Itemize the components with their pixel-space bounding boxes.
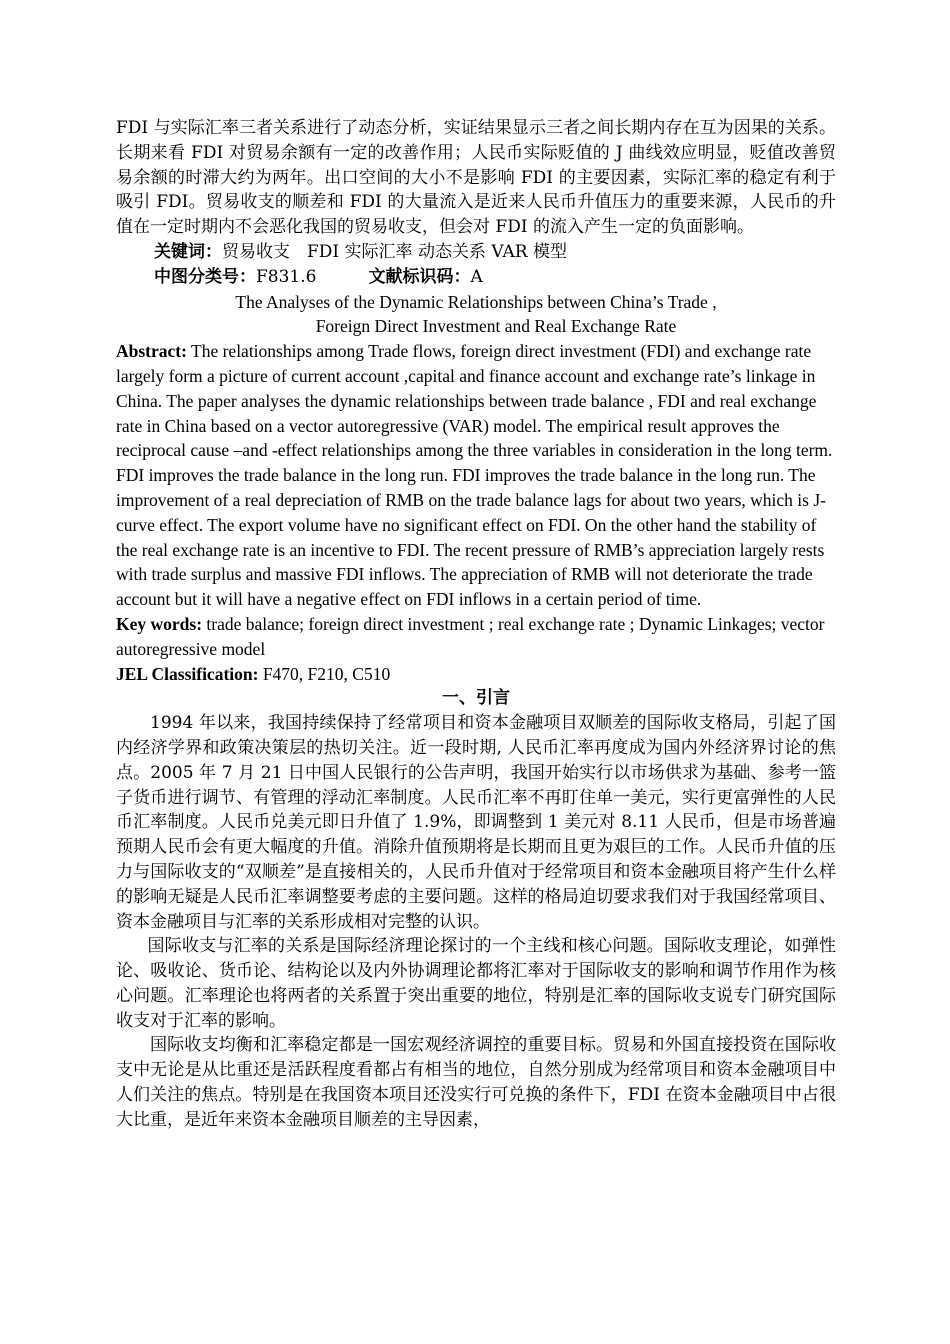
chinese-keywords-label: 关键词： [154, 241, 222, 262]
english-title-line2: Foreign Direct Investment and Real Exchange Rate [315, 316, 677, 337]
chinese-classification [116, 265, 836, 290]
english-abstract-label: Abstract: [116, 341, 187, 362]
english-abstract-text: The relationships among Trade flows, foreign direct investment (FDI) and exchange rate largely form a picture of current account ,capital and finance account and exchange rate’s linkage in China. The paper analyses the dynamic relationships between trade balance , FDI and real exchange rate in China based on a vector autoregressive (VAR) model. The empirical result approves the reciprocal cause –and -effect relationships among the three variables in consideration in the long term. FDI improves the trade balance in the long run. FDI improves the trade balance in the long run. The improvement of a real depreciation of RMB on the trade balance lags for about two years, which is J-curve effect. The export volume have no significant effect on FDI. On the other hand the stability of the real exchange rate is an incentive to FDI. The recent pressure of RMB’s appreciation largely rests with trade surplus and massive FDI inflows. The appreciation of RMB will not deteriorate the trade account but it will have a negative effect on FDI inflows in a certain period of time. [116, 341, 833, 610]
english-title [116, 290, 836, 340]
section-heading-introduction: 一、引言 [442, 688, 510, 709]
english-keywords [116, 612, 836, 662]
english-keywords-text: trade balance; foreign direct investment ; real exchange rate ; Dynamic Linkages; vector autoregressive model [116, 613, 825, 659]
intro-paragraph-2: 国际收支与汇率的关系是国际经济理论探讨的一个主线和核心问题。国际收支理论，如弹性论、吸收论、货币论、结构论以及内外协调理论都将汇率对于国际收支的影响和调节作用作为核心问题。汇率理论也将两者的关系置于突出重要的地位，特别是汇率的国际收支说专门研究国际收支对于汇率的影响。 [116, 936, 836, 1031]
intro-paragraph-1: 1994 年以来，我国持续保持了经常项目和资本金融项目双顺差的国际收支格局，引起了国内经济学界和政策决策层的热切关注。近一段时期, 人民币汇率再度成为国内外经济界讨论的焦点。2005 年 7 月 21 日中国人民银行的公告声明，我国开始实行以市场供求为基础、参考一篮子货币进行调节、有管理的浮动汇率制度。人民币汇率不再盯住单一美元，实行更富弹性的人民币汇率制度。人民币兑美元即日升值了 1.9%，即调整到 1 美元对 8.11 人民币，但是市场普遍预期人民币会有更大幅度的升值。消除升值预期将是长期而且更为艰巨的工作。人民币升值的压力与国际收支的“双顺差”是直接相关的，人民币升值对于经常项目和资本金融项目将产生什么样的影响无疑是人民币汇率调整要考虑的主要问题。这样的格局迫切要求我们对于我国经常项目、资本金融项目与汇率的关系形成相对完整的认识。 [116, 713, 836, 932]
chinese-keywords [116, 240, 836, 265]
jel-label: JEL Classification: [116, 663, 259, 684]
clc-label: 中图分类号： [154, 266, 256, 287]
doc-code-value: A [470, 266, 483, 287]
intro-paragraph-3: 国际收支均衡和汇率稳定都是一国宏观经济调控的重要目标。贸易和外国直接投资在国际收支中无论是从比重还是活跃程度看都占有相当的地位，自然分别成为经常项目和资本金融项目中人们关注的焦点。特别是在我国资本项目还没实行可兑换的条件下，FDI 在资本金融项目中占很大比重，是近年来资本金融项目顺差的主导因素， [116, 1035, 836, 1130]
jel-classification [116, 662, 836, 687]
clc-value: F831.6 [256, 266, 317, 287]
english-title-line1: The Analyses of the Dynamic Relationships between China’s Trade , [235, 291, 717, 312]
jel-codes: F470, F210, C510 [258, 663, 391, 684]
chinese-abstract-continuation: FDI 与实际汇率三者关系进行了动态分析，实证结果显示三者之间长期内存在互为因果的关系。长期来看 FDI 对贸易余额有一定的改善作用；人民币实际贬值的 J 曲线效应明显，贬值改善贸易余额的时滞大约为两年。出口空间的大小不是影响 FDI 的主要因素，实际汇率的稳定有利于吸引 FDI。贸易收支的顺差和 FDI 的大量流入是近来人民币升值压力的重要来源，人民币的升值在一定时期内不会恶化我国的贸易收支，但会对 FDI 的流入产生一定的负面影响。 [116, 118, 836, 238]
english-abstract [116, 339, 836, 612]
doc-code-label: 文献标识码： [368, 266, 471, 287]
paper-page [116, 116, 836, 1133]
english-keywords-label: Key words: [116, 613, 203, 634]
chinese-keywords-value: 贸易收支 FDI 实际汇率 动态关系 VAR 模型 [222, 241, 567, 262]
